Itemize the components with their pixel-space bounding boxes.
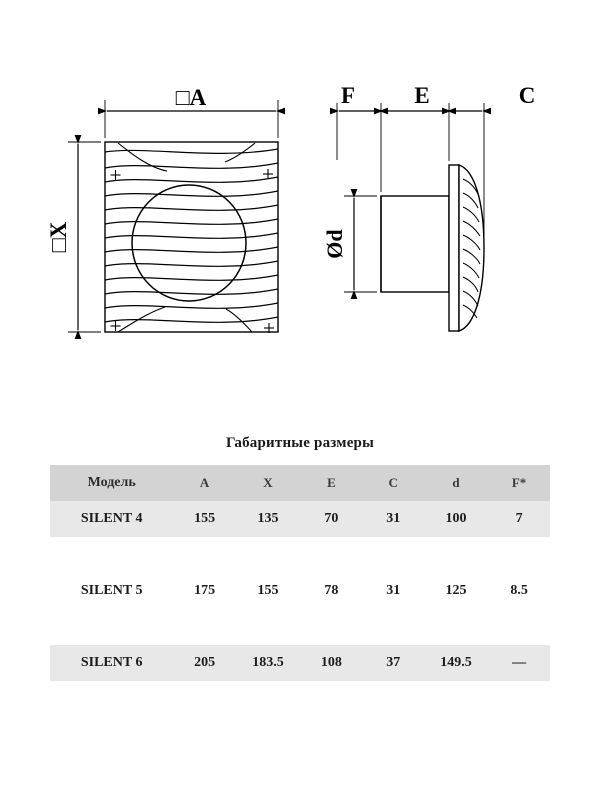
column-header-x: X	[236, 465, 300, 501]
table-header	[50, 465, 550, 501]
table-body	[50, 501, 550, 681]
table-row	[50, 645, 550, 681]
cell-c: 37	[363, 645, 424, 681]
diameter-label: Ød	[322, 229, 347, 259]
column-header-c: C	[363, 465, 424, 501]
column-header-a: A	[173, 465, 235, 501]
dimension-e-label: E	[414, 83, 430, 108]
table-row-separator	[50, 609, 550, 645]
column-header-model: Модель	[50, 465, 173, 501]
cell-e: 108	[300, 645, 362, 681]
cell-d: 125	[424, 573, 488, 609]
column-header-e: E	[300, 465, 362, 501]
cell-f: 8.5	[488, 573, 550, 609]
table-row	[50, 501, 550, 537]
cell-d: 149.5	[424, 645, 488, 681]
cell-model: SILENT 6	[50, 645, 173, 681]
dimensions-table	[50, 465, 550, 681]
front-view	[46, 85, 278, 333]
cell-f: —	[488, 645, 550, 681]
cell-x: 183.5	[236, 645, 300, 681]
cell-a: 155	[173, 501, 235, 537]
cell-a: 175	[173, 573, 235, 609]
table-title: Габаритные размеры	[225, 435, 375, 451]
cell-a: 205	[173, 645, 235, 681]
cell-x: 135	[236, 501, 300, 537]
side-view	[322, 83, 535, 331]
front-height-label: □X	[46, 221, 71, 253]
separator-cell	[50, 609, 550, 645]
dimension-c-label: C	[518, 83, 536, 108]
cell-model: SILENT 5	[50, 573, 173, 609]
cell-c: 31	[363, 573, 424, 609]
table-header-row	[50, 465, 550, 501]
cell-d: 100	[424, 501, 488, 537]
cell-model: SILENT 4	[50, 501, 173, 537]
table-row	[50, 573, 550, 609]
table-row-separator	[50, 537, 550, 573]
cell-f: 7	[488, 501, 550, 537]
cell-e: 70	[300, 501, 362, 537]
column-header-f: F*	[488, 465, 550, 501]
dimensions-section	[0, 435, 600, 681]
cell-c: 31	[363, 501, 424, 537]
cell-x: 155	[236, 573, 300, 609]
column-header-d: d	[424, 465, 488, 501]
dimension-f-label: F	[340, 83, 356, 108]
front-width-label: □A	[175, 85, 207, 110]
cell-e: 78	[300, 573, 362, 609]
separator-cell	[50, 537, 550, 573]
